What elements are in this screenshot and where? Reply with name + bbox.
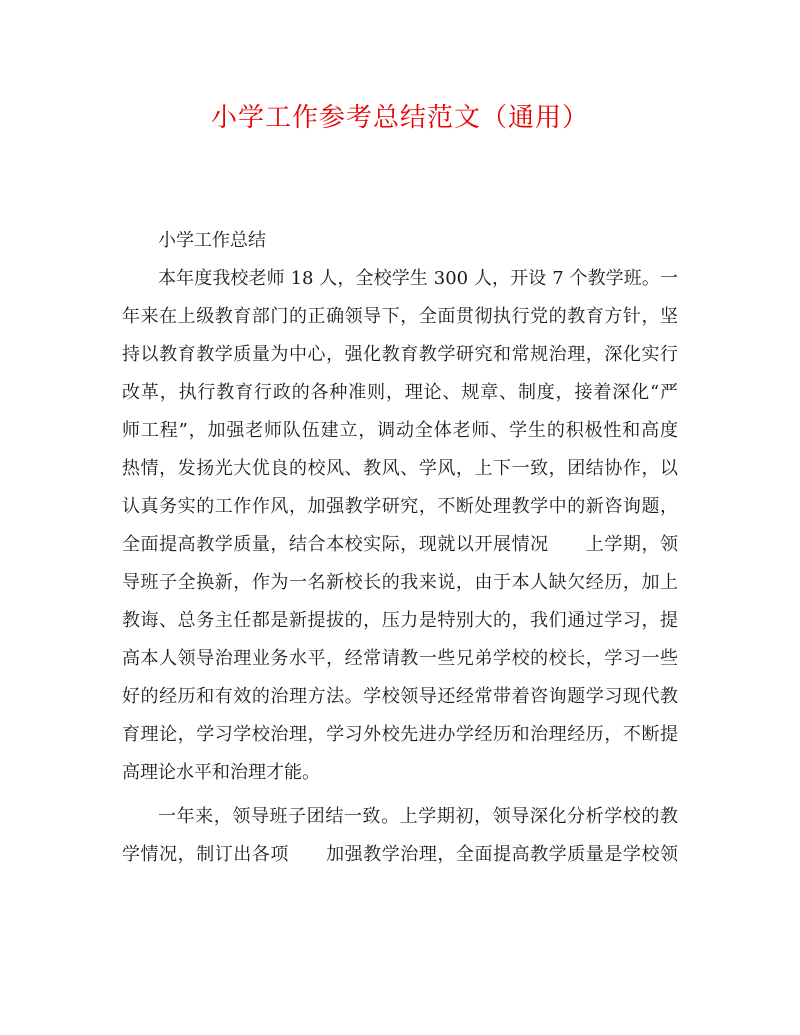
paragraph-1-line: 全面提高教学质量，结合本校实际，现就以开展情况 上学期，领 [122, 534, 678, 555]
paragraph-1-line: 本年度我校老师 18 人，全校学生 300 人，开设 7 个教学班。一 [158, 268, 678, 289]
paragraph-1-line: 教诲、总务主任都是新提拔的，压力是特别大的，我们通过学习，提 [122, 610, 678, 631]
document-title: 小学工作参考总结范文（通用） [210, 103, 589, 133]
paragraph-1-line: 年来在上级教育部门的正确领导下，全面贯彻执行党的教育方针，坚 [122, 306, 678, 327]
document-body [122, 222, 678, 874]
paragraph-1-line: 导班子全换新，作为一名新校长的我来说，由于本人缺欠经历，加上 [122, 572, 678, 593]
section-heading: 小学工作总结 [158, 230, 266, 251]
paragraph-1-line: 热情，发扬光大优良的校风、教风、学风，上下一致，团结协作，以 [122, 458, 678, 479]
paragraph-1-line: 育理论，学习学校治理，学习外校先进办学经历和治理经历，不断提 [122, 724, 678, 745]
paragraph-1-line: 持以教育教学质量为中心，强化教育教学研究和常规治理，深化实行 [122, 344, 678, 365]
paragraph-1-line: 改革，执行教育行政的各种准则，理论、规章、制度，接着深化“严 [122, 382, 678, 403]
paragraph-1-line: 好的经历和有效的治理方法。学校领导还经常带着咨询题学习现代教 [122, 686, 678, 707]
paragraph-1-line: 高理论水平和治理才能。 [122, 762, 320, 783]
paragraph-1-line: 认真务实的工作作风，加强教学研究，不断处理教学中的新咨询题， [122, 496, 678, 517]
paragraph-2-line: 一年来，领导班子团结一致。上学期初，领导深化分析学校的教 [158, 806, 678, 827]
paragraph-1-line: 高本人领导治理业务水平，经常请教一些兄弟学校的校长，学习一些 [122, 648, 678, 669]
paragraph-2-line: 学情况，制订出各项 加强教学治理，全面提高教学质量是学校领 [122, 844, 678, 865]
paragraph-1-line: 师工程”，加强老师队伍建立，调动全体老师、学生的积极性和高度 [122, 420, 678, 441]
